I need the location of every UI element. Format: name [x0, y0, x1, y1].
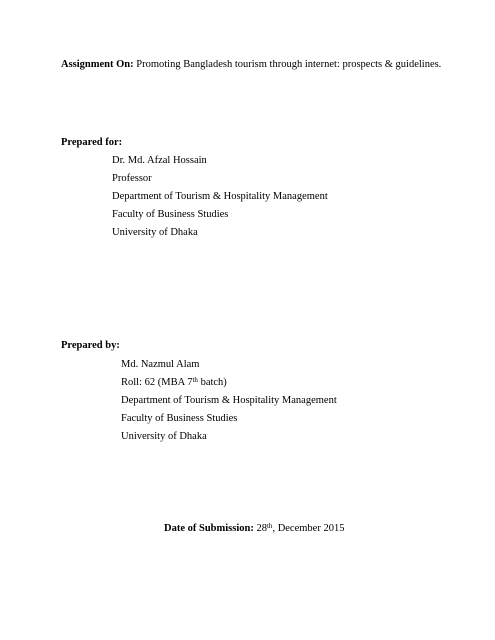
submission-day-superscript: th — [266, 522, 273, 530]
assignment-line — [61, 58, 441, 71]
prepared-for-heading: Prepared for: — [61, 137, 123, 148]
prepared-for-faculty: Faculty of Business Studies — [112, 209, 229, 220]
roll-suffix: batch) — [197, 377, 227, 388]
assignment-title: Promoting Bangladesh tourism through internet: prospects & guidelines. — [136, 59, 442, 70]
submission-label: Date of Submission: — [164, 523, 254, 534]
submission-date-rest: , December 2015 — [272, 523, 345, 534]
prepared-by-university: University of Dhaka — [121, 431, 207, 442]
prepared-by-department: Department of Tourism & Hospitality Management — [121, 395, 337, 406]
prepared-by-name: Md. Nazmul Alam — [121, 359, 200, 370]
submission-line — [164, 522, 344, 535]
prepared-by-roll — [121, 376, 227, 389]
prepared-by-faculty: Faculty of Business Studies — [121, 413, 238, 424]
prepared-for-name: Dr. Md. Afzal Hossain — [112, 155, 207, 166]
prepared-by-heading: Prepared by: — [61, 340, 120, 351]
prepared-for-university: University of Dhaka — [112, 227, 198, 238]
prepared-for-designation: Professor — [112, 173, 152, 184]
assignment-label: Assignment On: — [61, 59, 134, 70]
roll-superscript: th — [192, 376, 198, 384]
submission-day: 28 — [256, 523, 267, 534]
roll-prefix: Roll: 62 (MBA 7 — [121, 377, 193, 388]
prepared-for-department: Department of Tourism & Hospitality Management — [112, 191, 328, 202]
